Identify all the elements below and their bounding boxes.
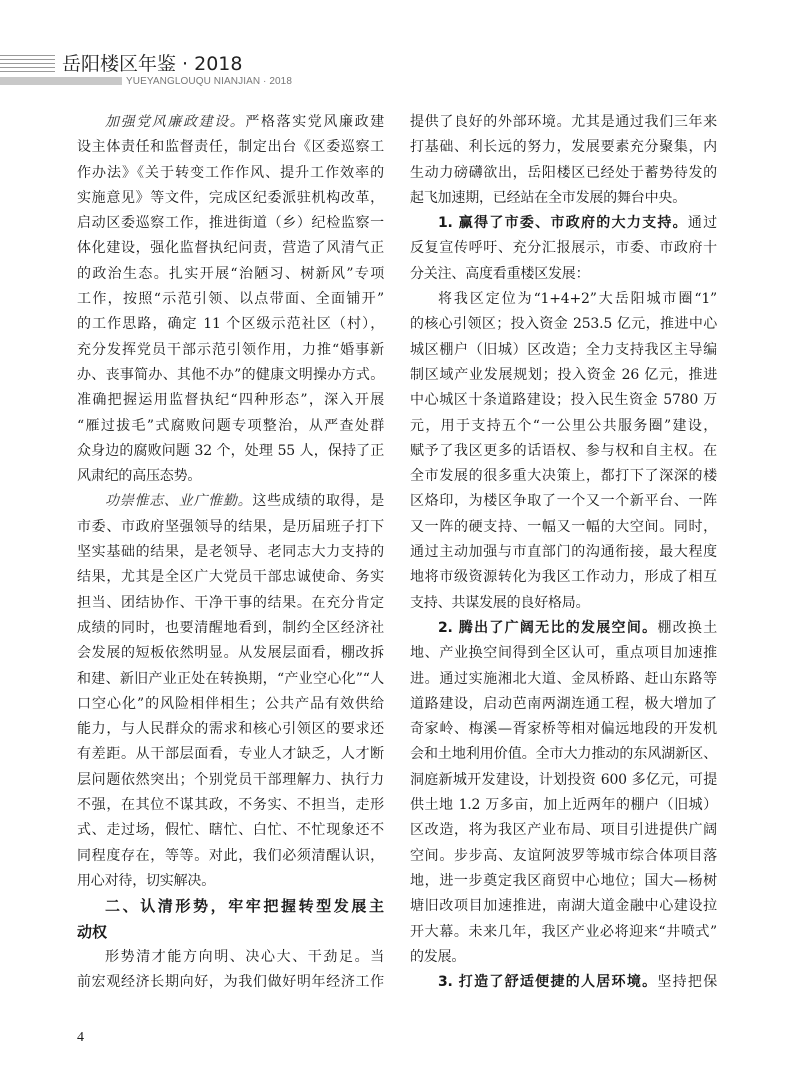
line-text: 众身边的腐败问题 32 个，处理 55 人，保持了正 (77, 442, 384, 459)
text-line (410, 818, 717, 843)
text-line (410, 768, 717, 793)
text-line (77, 414, 384, 439)
line-text: 办、丧事简办、其他不办”的健康文明操办方式。 (77, 366, 384, 383)
text-line (410, 591, 717, 616)
line-text: 风肃纪的高压态势。 (77, 468, 202, 485)
text-line (410, 945, 717, 970)
line-text: 工作，按照“示范引领、以点带面、全面铺开” (77, 291, 384, 308)
text-line (410, 262, 717, 287)
paragraph-lead: 2. 腾出了广阔无比的发展空间。 (438, 619, 658, 636)
line-text: 层问题依然突出；个别党员干部理解力、执行力 (77, 771, 384, 788)
text-line (77, 591, 384, 616)
line-text: 的发展。 (410, 948, 466, 965)
line-text: 设主体责任和监督责任，制定出台《区委巡察工 (77, 139, 384, 156)
text-line (77, 667, 384, 692)
text-line (410, 793, 717, 818)
line-text: 的核心引领区；投入资金 253.5 亿元，推进中心 (410, 316, 717, 333)
line-text: 的政治生态。扎实开展“治陋习、树新风”专项 (77, 265, 384, 282)
text-line (77, 844, 384, 869)
text-line (77, 110, 384, 135)
line-text: 充分发挥党员干部示范引领作用，力推“婚事新 (77, 341, 384, 358)
text-line (77, 515, 384, 540)
header-stripes (0, 55, 55, 73)
text-line (410, 970, 717, 995)
header-bar (0, 77, 122, 85)
line-text: 通过主动加强与市直部门的沟通衔接，最大程度 (410, 544, 717, 561)
line-text: 通过 (687, 215, 717, 232)
text-line (77, 211, 384, 236)
page-number: 4 (77, 1030, 84, 1045)
line-text: 有差距。从干部层面看，专业人才缺乏，人才断 (77, 746, 384, 763)
text-line (410, 236, 717, 261)
left-column (77, 110, 384, 995)
text-line (410, 641, 717, 666)
text-line (77, 945, 384, 970)
line-text: 进。通过实施湘北大道、金凤桥路、赶山东路等 (410, 670, 717, 687)
line-text: 空间。步步高、友谊阿波罗等城市综合体项目落 (410, 847, 717, 864)
text-line (410, 363, 717, 388)
text-line (410, 869, 717, 894)
text-line (410, 388, 717, 413)
text-line (77, 388, 384, 413)
text-line (410, 186, 717, 211)
text-line (410, 464, 717, 489)
text-line (77, 565, 384, 590)
line-text: 会和土地利用价值。全市大力推动的东风湖新区、 (410, 746, 717, 763)
text-line (410, 692, 717, 717)
text-line (77, 312, 384, 337)
line-text: 将我区定位为“1+4+2”大岳阳城市圈“1” (438, 291, 717, 308)
text-line (410, 565, 717, 590)
text-line (410, 742, 717, 767)
line-text: 又一阵的硬支持、一幅又一幅的大空间。同时， (410, 518, 717, 535)
paragraph-lead: 加强党风廉政建设。 (105, 114, 246, 130)
line-text: 市委、市政府坚强领导的结果，是历届班子打下 (77, 518, 384, 535)
text-line (77, 489, 384, 514)
line-text: 制区域产业发展规划；投入资金 26 亿元，推进 (410, 366, 717, 383)
text-line (77, 338, 384, 363)
line-text: 奇家岭、梅溪—胥家桥等相对偏远地段的开发机 (410, 721, 717, 738)
right-column (410, 110, 717, 995)
line-text: 二、认清形势，牢牢把握转型发展主 (105, 897, 384, 916)
text-line (410, 616, 717, 641)
line-text: 准确把握运用监督执纪“四种形态”，深入开展 (77, 392, 384, 409)
text-line (410, 414, 717, 439)
text-line (77, 768, 384, 793)
running-subtitle: YUEYANGLOUQU NIANJIAN · 2018 (126, 76, 292, 87)
text-line (410, 312, 717, 337)
line-text: 严格落实党风廉政建 (245, 114, 385, 130)
line-text: 结果，尤其是全区广大党员干部忠诚使命、务实 (77, 569, 384, 586)
text-line (77, 692, 384, 717)
text-line (77, 540, 384, 565)
paragraph-lead: 功崇惟志、业广惟勤。 (105, 493, 253, 510)
text-line (410, 540, 717, 565)
text-line (410, 439, 717, 464)
line-text: 这些成绩的取得，是 (252, 493, 385, 510)
line-text: 作办法》《关于转变工作作风、提升工作效率的 (77, 164, 384, 181)
line-text: 成绩的同时，也要清醒地看到，制约全区经济社 (77, 619, 384, 636)
line-text: 坚持把保 (657, 974, 717, 991)
line-text: 全市发展的很多重大决策上，都打下了深深的楼 (410, 468, 717, 485)
text-line (410, 515, 717, 540)
text-line (77, 186, 384, 211)
line-text: 洞庭新城开发建设，计划投资 600 多亿元，可提 (410, 771, 717, 788)
text-line (77, 793, 384, 818)
line-text: 区烙印，为楼区争取了一个又一个新平台、一阵 (410, 493, 717, 510)
line-text: 城区棚户（旧城）区改造；全力支持我区主导编 (410, 341, 717, 358)
text-line (77, 236, 384, 261)
line-text: 启动区委巡察工作，推进街道（乡）纪检监察一 (77, 215, 384, 232)
text-line (77, 363, 384, 388)
line-text: 同程度存在，等等。对此，我们必须清醒认识， (77, 847, 384, 864)
text-line (410, 844, 717, 869)
line-text: 区改造，将为我区产业布局、项目引进提供广阔 (410, 822, 717, 839)
text-line (77, 287, 384, 312)
text-line (410, 110, 717, 135)
text-line (77, 161, 384, 186)
text-line (410, 338, 717, 363)
section-heading-line (77, 920, 384, 945)
line-text: 能力，与人民群众的需求和核心引领区的要求还 (77, 721, 384, 738)
text-line (410, 667, 717, 692)
line-text: 中心城区十条道路建设；投入民生资金 5780 万 (410, 392, 717, 409)
line-text: 实施意见》等文件，完成区纪委派驻机构改革， (77, 189, 384, 206)
line-text: 赋予了我区更多的话语权、参与权和自主权。在 (410, 442, 717, 459)
text-line (77, 742, 384, 767)
line-text: 和建、新旧产业正处在转换期，“产业空心化”“人 (77, 670, 384, 687)
text-line (77, 262, 384, 287)
text-line (410, 135, 717, 160)
line-text: 元，用于支持五个“一公里公共服务圈”建设， (410, 417, 717, 434)
section-heading-line (77, 894, 384, 919)
line-text: 支持、共谋发展的良好格局。 (410, 594, 590, 611)
line-text: 分关注、高度看重楼区发展： (410, 265, 590, 282)
text-line (410, 287, 717, 312)
line-text: 体化建设，强化监督执纪问责，营造了风清气正 (77, 240, 384, 257)
line-text: 动权 (77, 922, 108, 941)
text-line (410, 489, 717, 514)
text-line (410, 920, 717, 945)
text-line (77, 818, 384, 843)
line-text: “雁过拔毛”式腐败问题专项整治，从严查处群 (77, 417, 384, 434)
line-text: 坚实基础的结果，是老领导、老同志大力支持的 (77, 544, 384, 561)
text-line (77, 970, 384, 995)
line-text: 棚改换土 (657, 619, 717, 636)
text-line (77, 641, 384, 666)
text-line (77, 135, 384, 160)
line-text: 地将市级资源转化为我区工作动力，形成了相互 (410, 569, 717, 586)
line-text: 开大幕。未来几年，我区产业必将迎来“井喷式” (410, 923, 717, 940)
line-text: 用心对待，切实解决。 (77, 872, 215, 889)
text-line (77, 869, 384, 894)
text-line (77, 717, 384, 742)
text-line (410, 211, 717, 236)
text-line (410, 161, 717, 186)
text-line (77, 616, 384, 641)
line-text: 不强，在其位不谋其政，不务实、不担当，走形 (77, 797, 384, 814)
text-line (410, 894, 717, 919)
running-title: 岳阳楼区年鉴 · 2018 (62, 53, 243, 75)
text-line (77, 464, 384, 489)
line-text: 打基础、利长远的努力，发展要素充分聚集，内 (410, 139, 717, 156)
line-text: 反复宣传呼吁、充分汇报展示，市委、市政府十 (410, 240, 717, 257)
line-text: 形势清才能方向明、决心大、干劲足。当 (105, 948, 384, 965)
line-text: 地，进一步奠定我区商贸中心地位；国大—杨树 (410, 872, 717, 889)
text-line (77, 439, 384, 464)
text-line (410, 717, 717, 742)
line-text: 提供了良好的外部环境。尤其是通过我们三年来 (410, 114, 717, 130)
line-text: 塘旧改项目加速推进，南湖大道金融中心建设拉 (410, 898, 717, 915)
line-text: 前宏观经济长期向好，为我们做好明年经济工作 (77, 974, 384, 991)
paragraph-lead: 1. 赢得了市委、市政府的大力支持。 (438, 215, 688, 232)
line-text: 供土地 1.2 万多亩，加上近两年的棚户（旧城） (410, 797, 717, 814)
line-text: 的工作思路，确定 11 个区级示范社区（村）， (77, 316, 384, 333)
line-text: 担当、团结协作、干净干事的结果。在充分肯定 (77, 594, 384, 611)
line-text: 口空心化”的风险相伴相生；公共产品有效供给 (77, 695, 384, 712)
line-text: 式、走过场，假忙、瞎忙、白忙、不忙现象还不 (77, 822, 384, 839)
line-text: 地、产业换空间得到全区认可，重点项目加速推 (410, 645, 717, 662)
line-text: 道路建设，启动芭南两湖连通工程，极大增加了 (410, 695, 717, 712)
line-text: 起飞加速期，已经站在全市发展的舞台中央。 (410, 189, 686, 206)
paragraph-lead: 3. 打造了舒适便捷的人居环境。 (438, 974, 658, 991)
line-text: 会发展的短板依然明显。从发展层面看，棚改拆 (77, 645, 384, 662)
line-text: 生动力磅礴欲出，岳阳楼区已经处于蓄势待发的 (410, 164, 717, 181)
